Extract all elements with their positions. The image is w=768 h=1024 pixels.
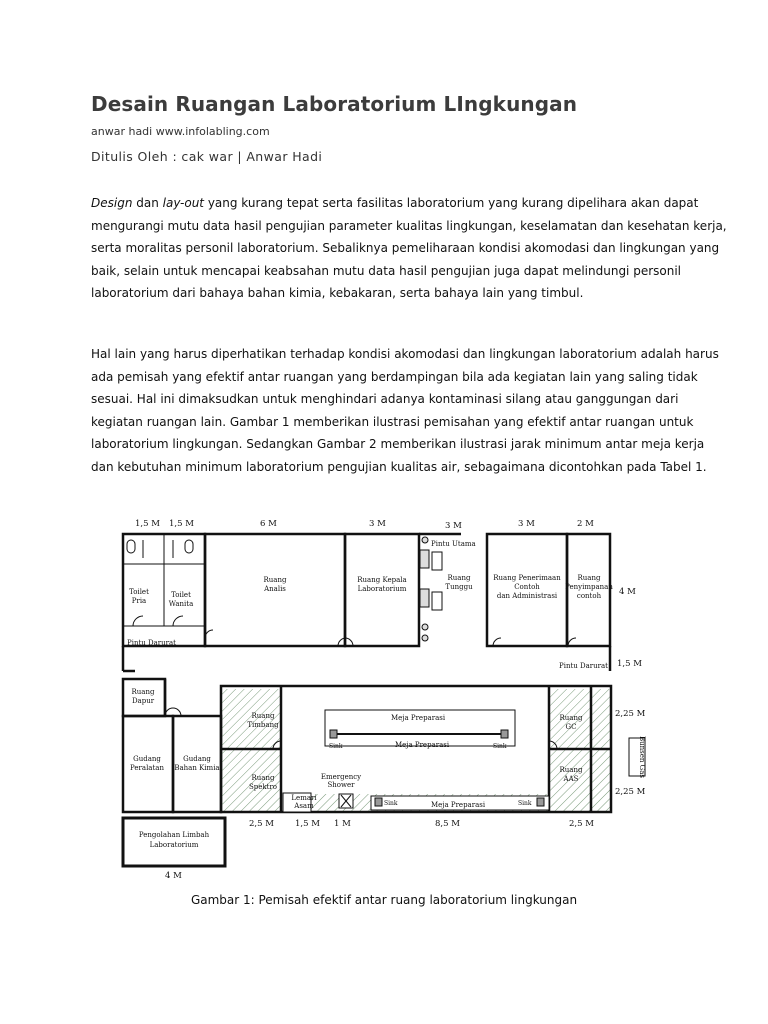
label-ruang-spektro: Ruang Spektro (248, 774, 278, 791)
upper-walls (123, 534, 610, 671)
label-emergency-shower: Emergency Shower (320, 773, 362, 789)
dim-top-4: 3 M (369, 519, 386, 529)
paragraph-2-line-6: dan kebutuhan minimum laboratorium pengujian kualitas air, sebagaimana dicontohkan pada Tabel 1. (91, 459, 707, 474)
label-sink-1: Sink (329, 743, 343, 750)
upper-doors (133, 616, 576, 646)
label-ruang-dapur: Ruang Dapur (131, 688, 155, 705)
waiting-chairs (420, 537, 442, 641)
dim-top-1: 1,5 M (135, 519, 160, 529)
paragraph-2-line-2: ada pemisah yang efektif antar ruangan yang berdampingan bila ada kegiatan lain yang saling tidak (91, 369, 698, 384)
top-dimensions (135, 519, 594, 531)
label-ruang-kepala: Ruang Kepala Laboratorium (357, 576, 407, 593)
label-sink-2: Sink (493, 743, 507, 750)
label-ruang-analis: Ruang Analis (263, 576, 287, 593)
floor-plan-svg (113, 506, 651, 884)
paragraph-1-line-4: baik, selain untuk mencapai keabsahan mutu data hasil pengujian juga dapat melindungi personil (91, 263, 682, 278)
label-toilet-wanita: Toilet Wanita (168, 591, 194, 608)
figure-caption: Gambar 1: Pemisah efektif antar ruang laboratorium lingkungan (190, 893, 578, 907)
dim-top-2: 1,5 M (169, 519, 194, 529)
floor-plan-figure (113, 506, 651, 884)
paragraph-2 (91, 343, 719, 479)
article-title: Desain Ruangan Laboratorium LIngkungan (91, 92, 578, 116)
label-ruang-gc: Ruang GC (559, 714, 583, 731)
dim-bottom-4: 8,5 M (435, 819, 460, 829)
dim-right-2: 1,5 M (617, 659, 642, 669)
dim-bottom-2: 1,5 M (295, 819, 320, 829)
dim-top-6: 3 M (518, 519, 535, 529)
label-pintu-darurat-right: Pintu Darurat (559, 662, 608, 670)
label-ruang-timbang: Ruang Timbang (247, 712, 279, 729)
paragraph-1-line-1-rest: yang kurang tepat serta fasilitas laboratorium yang kurang dipelihara akan dapat (204, 196, 699, 210)
paragraph-1 (91, 192, 727, 305)
bunsen-gas-label: Bunsen Gas (638, 736, 646, 778)
author-line: Ditulis Oleh : cak war | Anwar Hadi (91, 149, 323, 164)
label-ruang-aas: Ruang AAS (559, 766, 583, 783)
design-italic: Design (91, 196, 133, 210)
label-lemari-asam: Lemari Asam (291, 794, 317, 810)
paragraph-2-line-1: Hal lain yang harus diperhatikan terhadap kondisi akomodasi dan lingkungan laboratorium adalah harus (91, 347, 719, 361)
dim-bottom-5: 2,5 M (569, 819, 594, 829)
label-sink-4: Sink (518, 800, 532, 807)
dim-top-7: 2 M (577, 519, 594, 529)
paragraph-2-line-4: kegiatan ruangan lain. Gambar 1 memberikan ilustrasi pemisahan yang efektif antar ruangan untuk (91, 414, 694, 429)
label-meja-preparasi-2: Meja Preparasi (395, 741, 450, 749)
label-toilet-pria: Toilet Pria (129, 588, 149, 605)
label-pintu-darurat-left: Pintu Darurat (127, 639, 176, 647)
label-ruang-penerimaan: Ruang Penerimaan Contoh dan Administrasi (493, 574, 561, 600)
label-gudang-peralatan: Gudang Peralatan (130, 755, 164, 772)
dim-bottom-3: 1 M (334, 819, 351, 829)
article-byline[interactable]: anwar hadi www.infolabling.com (91, 125, 270, 138)
layout-italic: lay-out (162, 196, 204, 210)
label-pintu-utama: Pintu Utama (431, 540, 476, 548)
dim-right-4: 2,25 M (615, 787, 646, 797)
dim-bottom-left: 4 M (165, 871, 182, 881)
dim-bottom-1: 2,5 M (249, 819, 274, 829)
label-meja-preparasi-3: Meja Preparasi (431, 801, 486, 809)
dim-right-3: 2,25 M (615, 709, 646, 719)
paragraph-1-line-5: laboratorium dari bahaya bahan kimia, kebakaran, serta bahaya lain yang timbul. (91, 286, 584, 301)
paragraph-1-line-2: mengurangi mutu data hasil pengujian parameter kualitas lingkungan, keselamatan dan kesehatan kerja, (91, 218, 727, 233)
label-meja-preparasi-1: Meja Preparasi (391, 714, 446, 722)
dim-top-5: 3 M (445, 521, 462, 531)
paragraph-2-line-3: sesuai. Hal ini dimaksudkan untuk menghindari adanya kontaminasi silang atau ganggungan dari (91, 392, 679, 407)
dan-text: dan (132, 196, 163, 210)
toilet-partitions (123, 534, 205, 626)
paragraph-2-line-5: laboratorium lingkungan. Sedangkan Gambar 2 memberikan ilustrasi jarak minimum antar meja kerja (91, 437, 705, 452)
paragraph-1-line-1 (91, 192, 699, 215)
label-ruang-penyimpanan: Ruang Penyimpanan contoh (565, 574, 613, 600)
label-ruang-tunggu: Ruang Tunggu (445, 574, 473, 591)
label-pengolahan-limbah: Pengolahan Limbah Laboratorium (138, 831, 210, 849)
dim-right-1: 4 M (619, 587, 636, 597)
label-gudang-bahan: Gudang Bahan Kimia (174, 755, 220, 772)
main-lab-hatched (221, 689, 611, 812)
paragraph-1-line-3: serta moralitas personil laboratorium. Sebaliknya pemeliharaan kondisi akomodasi dan lingkungan yang (91, 241, 720, 256)
label-sink-3: Sink (384, 800, 398, 807)
bottom-dimensions (165, 819, 594, 881)
dim-top-3: 6 M (260, 519, 277, 529)
